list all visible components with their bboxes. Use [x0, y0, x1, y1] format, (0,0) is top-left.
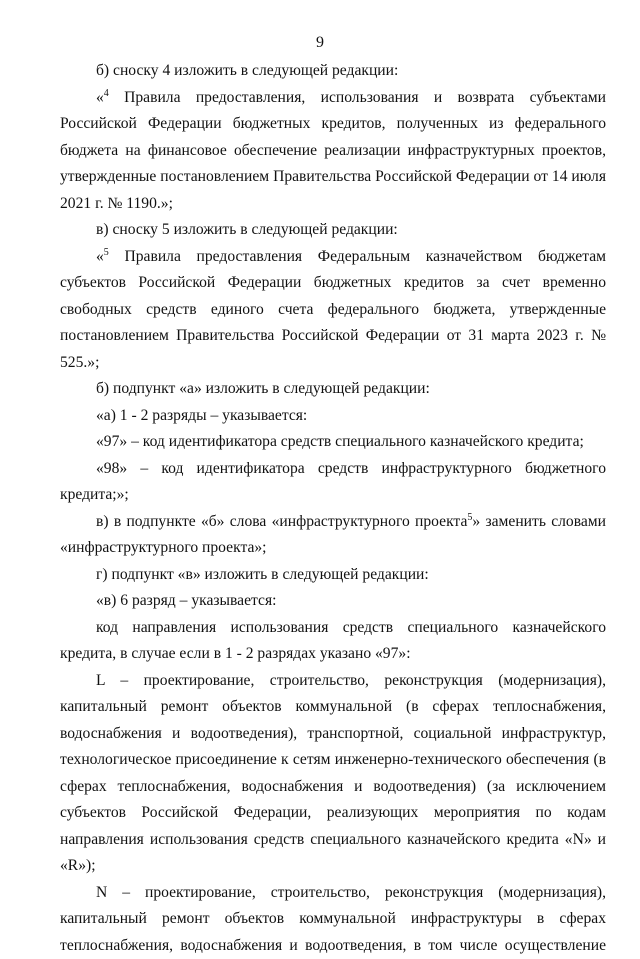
footnote-marker: 5	[104, 247, 109, 258]
paragraph-footnote4-text: «$^4$ Правила предоставления, использования и возврата субъектами Российской Федерации бюджетных кредитов, полученных из федерального бюджета на финансовое обеспечение реализации инфраструктурных проектов, утвержденные постановлением Правительства Российской Федерации от 14 июля 2021 г. № 1190.»;	[60, 85, 606, 218]
paragraph-code-97: «97» – код идентификатора средств специального казначейского кредита;	[60, 429, 606, 456]
paragraph-footnote5-intro: в) сноску 5 изложить в следующей редакции:	[60, 217, 606, 244]
paragraph-footnote5-text: «$^5$ Правила предоставления Федеральным казначейством бюджетам субъектов Российской Федерации бюджетных кредитов за счет временно свободных средств единого счета федерального бюджета, утвержденные постановлением Правительства Российской Федерации от 31 марта 2023 г. № 525.»;	[60, 244, 606, 377]
paragraph-subitem-a-intro: б) подпункт «а» изложить в следующей редакции:	[60, 376, 606, 403]
paragraph-code-L: L – проектирование, строительство, реконструкция (модернизация), капитальный ремонт объектов коммунальной (в сферах теплоснабжения, водоснабжения и водоотведения), транспортной, социальной инфраструктур, технологическое присоединение к сетям инженерно-технического обеспечения (в сферах теплоснабжения, водоснабжения и водоотведения) (за исключением субъектов Российской Федерации, реализующих мероприятия по кодам направления использования средств специального казначейского кредита «N» и «R»);	[60, 668, 606, 880]
footnote-marker: 4	[104, 88, 109, 99]
paragraph-direction-code: код направления использования средств специального казначейского кредита, в случае если в 1 - 2 разрядах указано «97»:	[60, 615, 606, 668]
paragraph-digits-1-2: «а) 1 - 2 разряды – указывается:	[60, 403, 606, 430]
paragraph-digit-6: «в) 6 разряд – указывается:	[60, 588, 606, 615]
footnote-marker: 5	[467, 512, 472, 523]
paragraph-footnote4-intro: б) сноску 4 изложить в следующей редакции:	[60, 58, 606, 85]
document-body	[60, 58, 606, 959]
paragraph-code-N: N – проектирование, строительство, реконструкция (модернизация), капитальный ремонт объектов коммунальной инфраструктуры в сферах теплоснабжения, водоснабжения и водоотведения, в том числе осуществление	[60, 880, 606, 959]
paragraph-subitem-v-intro: г) подпункт «в» изложить в следующей редакции:	[60, 562, 606, 589]
page-number: 9	[0, 34, 640, 52]
paragraph-code-98: «98» – код идентификатора средств инфраструктурного бюджетного кредита;»;	[60, 456, 606, 509]
paragraph-subitem-b-replace: в) в подпункте «б» слова «инфраструктурного проекта$^5$» заменить словами «инфраструктурного проекта»;	[60, 509, 606, 562]
